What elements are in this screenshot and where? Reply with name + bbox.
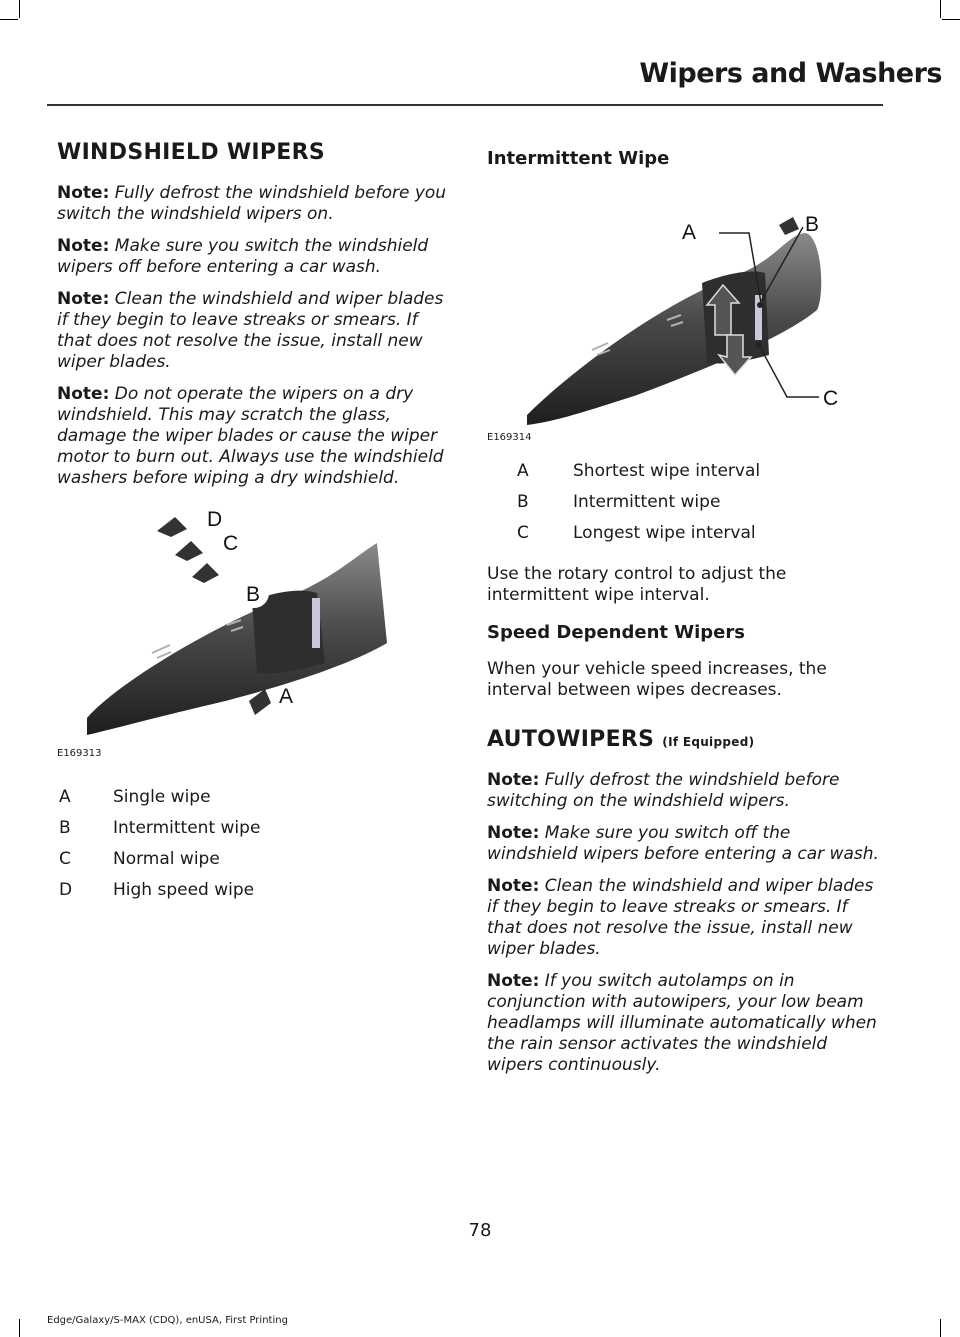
section-heading-windshield-wipers: WINDSHIELD WIPERS — [57, 140, 326, 165]
crop-mark — [942, 19, 960, 20]
callout-label: D — [207, 508, 223, 531]
legend-key: C — [59, 849, 71, 869]
crop-mark — [0, 19, 18, 20]
crop-mark — [940, 1319, 941, 1337]
figure-legend — [57, 787, 451, 911]
note — [487, 770, 884, 812]
note — [57, 236, 451, 278]
section-heading-intermittent-wipe: Intermittent Wipe — [487, 148, 670, 169]
crop-mark — [19, 1319, 20, 1337]
legend-text: Intermittent wipe — [573, 492, 721, 512]
legend-text: Intermittent wipe — [113, 818, 261, 838]
note-label: Note: — [487, 971, 540, 991]
note-label: Note: — [57, 236, 110, 256]
note-text: Fully defrost the windshield before switching on the windshield wipers. — [487, 770, 840, 811]
callout-label: C — [223, 532, 239, 555]
legend-text: Normal wipe — [113, 849, 220, 869]
note-text: Fully defrost the windshield before you switch the windshield wipers on. — [57, 183, 447, 224]
legend-row — [57, 787, 451, 818]
page-header-title: Wipers and Washers — [639, 58, 942, 89]
legend-key: A — [517, 461, 529, 481]
wiper-stalk-figure — [57, 503, 457, 763]
callout-label: A — [682, 221, 697, 244]
crop-mark — [19, 0, 20, 18]
stalk-body — [527, 233, 821, 425]
legend-key: A — [59, 787, 71, 807]
note-label: Note: — [487, 823, 540, 843]
note-text: Clean the windshield and wiper blades if they begin to leave streaks or smears. If that does not resolve the issue, install new wiper blades. — [487, 876, 874, 959]
intermittent-figure — [487, 185, 887, 447]
note-label: Note: — [57, 384, 110, 404]
header-rule — [47, 104, 883, 106]
stalk-body — [87, 543, 387, 735]
legend-text: Longest wipe interval — [573, 523, 756, 543]
if-equipped-label: (If Equipped) — [662, 735, 755, 749]
legend-row — [487, 492, 884, 523]
figure-code: E169313 — [57, 748, 102, 759]
callout-label: B — [246, 583, 261, 606]
right-column — [487, 148, 884, 1087]
note-text: Clean the windshield and wiper blades if they begin to leave streaks or smears. If that does not resolve the issue, install new wiper blades. — [57, 289, 444, 372]
leader-dot — [757, 302, 763, 308]
note-text: Do not operate the wipers on a dry windshield. This may scratch the glass, damage the wiper blades or cause the wiper motor to burn out. Always use the windshield washers before wiping a dry windshield. — [57, 384, 444, 488]
note-label: Note: — [57, 289, 110, 309]
arrow-icon — [779, 217, 799, 235]
legend-text: Shortest wipe interval — [573, 461, 761, 481]
autowipers-title: AUTOWIPERS — [487, 727, 655, 752]
figure-code: E169314 — [487, 432, 532, 443]
legend-key: D — [59, 880, 73, 900]
legend-row — [57, 818, 451, 849]
note-label: Note: — [487, 876, 540, 896]
note-label: Note: — [57, 183, 110, 203]
note — [57, 289, 451, 373]
note — [57, 384, 451, 489]
figure-legend — [487, 461, 884, 554]
legend-key: B — [59, 818, 71, 838]
rotary-control-illustration — [487, 185, 887, 435]
legend-text: Single wipe — [113, 787, 211, 807]
legend-row — [487, 523, 884, 554]
note — [487, 876, 884, 960]
leader-dot — [756, 342, 762, 348]
crop-mark — [940, 0, 941, 18]
legend-row — [57, 880, 451, 911]
legend-text: High speed wipe — [113, 880, 255, 900]
speed-dependent-text: When your vehicle speed increases, the interval between wipes decreases. — [487, 659, 827, 700]
note-label: Note: — [487, 770, 540, 790]
section-heading-speed-dependent: Speed Dependent Wipers — [487, 622, 745, 643]
legend-key: B — [517, 492, 529, 512]
note-text: Make sure you switch off the windshield wipers before entering a car wash. — [487, 823, 879, 864]
legend-row — [487, 461, 884, 492]
legend-key: C — [517, 523, 529, 543]
note — [57, 183, 451, 225]
callout-label: C — [823, 387, 839, 410]
rotary-instruction: Use the rotary control to adjust the intermittent wipe interval. — [487, 564, 787, 605]
legend-row — [57, 849, 451, 880]
edition-footer: Edge/Galaxy/S-MAX (CDQ), enUSA, First Printing — [47, 1315, 288, 1326]
note — [487, 971, 884, 1076]
rotary-indicator — [312, 598, 320, 648]
note-text: Make sure you switch the windshield wipers off before entering a car wash. — [57, 236, 429, 277]
callout-label: B — [805, 213, 820, 236]
note — [487, 823, 884, 865]
section-heading-autowipers — [487, 727, 884, 752]
left-column — [57, 140, 451, 911]
page-number: 78 — [468, 1220, 492, 1241]
note-text: If you switch autolamps on in conjunction with autowipers, your low beam headlamps will illuminate automatically when the rain sensor activates the windshield wipers continuously. — [487, 971, 877, 1075]
callout-label: A — [279, 685, 294, 708]
wiper-stalk-illustration — [57, 503, 457, 748]
